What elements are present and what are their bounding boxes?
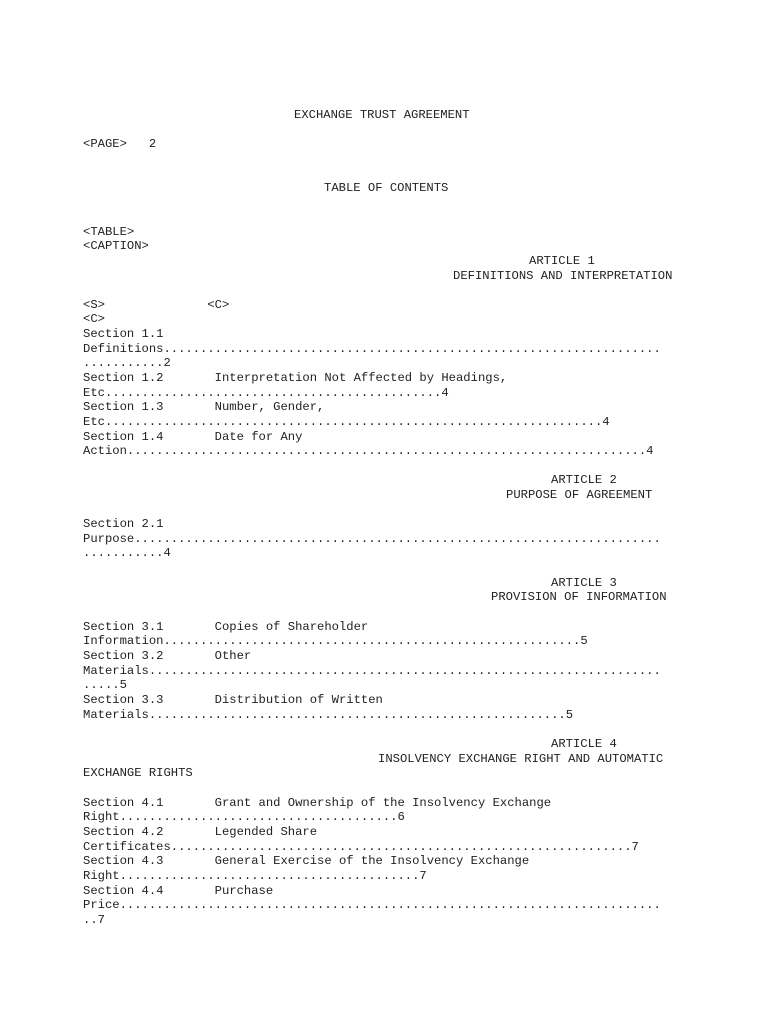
toc-line: Information.........................................................5 [83, 634, 588, 648]
table-tag: <TABLE> [83, 225, 135, 239]
toc-line: Right......................................6 [83, 810, 405, 824]
toc-line: Section 1.3 Number, Gender, [83, 400, 325, 414]
toc-line: Price.......................................................................... [83, 898, 661, 912]
toc-line: Materials...................................................................... [83, 664, 661, 678]
article-1-number: ARTICLE 1 [529, 254, 595, 268]
toc-line: Definitions.................................................................... [83, 342, 661, 356]
column-tag-c: <C> [83, 312, 105, 326]
article-4-title-continued: EXCHANGE RIGHTS [83, 766, 193, 780]
column-tags-s-c: <S> <C> [83, 298, 230, 312]
toc-line: Materials.........................................................5 [83, 708, 574, 722]
article-4-number: ARTICLE 4 [551, 737, 617, 751]
toc-line: Section 3.1 Copies of Shareholder [83, 620, 369, 634]
article-2-number: ARTICLE 2 [551, 473, 617, 487]
page-tag: <PAGE> 2 [83, 137, 157, 151]
toc-line: Section 1.2 Interpretation Not Affected by Headings, [83, 371, 508, 385]
toc-line: Right.........................................7 [83, 869, 427, 883]
toc-line: Section 4.1 Grant and Ownership of the Insolvency Exchange [83, 796, 552, 810]
toc-line: ..7 [83, 913, 105, 927]
document-title: EXCHANGE TRUST AGREEMENT [294, 108, 470, 122]
toc-line: Section 1.4 Date for Any [83, 430, 303, 444]
toc-line: ...........2 [83, 356, 171, 370]
caption-tag: <CAPTION> [83, 239, 149, 253]
article-2-title: PURPOSE OF AGREEMENT [506, 488, 653, 502]
article-1-title: DEFINITIONS AND INTERPRETATION [453, 269, 673, 283]
toc-line: Section 4.2 Legended Share [83, 825, 318, 839]
toc-line: Purpose........................................................................ [83, 532, 661, 546]
toc-line: Section 3.2 Other [83, 649, 252, 663]
toc-line: Section 3.3 Distribution of Written [83, 693, 383, 707]
toc-line: Section 2.1 [83, 517, 164, 531]
toc-line: ...........4 [83, 546, 171, 560]
article-4-title: INSOLVENCY EXCHANGE RIGHT AND AUTOMATIC [378, 752, 664, 766]
toc-line: Etc....................................................................4 [83, 415, 610, 429]
toc-line: Action.......................................................................4 [83, 444, 654, 458]
toc-line: Certificates...............................................................7 [83, 840, 639, 854]
toc-title: TABLE OF CONTENTS [324, 181, 449, 195]
toc-line: Section 4.3 General Exercise of the Insolvency Exchange [83, 854, 530, 868]
toc-line: Section 1.1 [83, 327, 164, 341]
toc-line: .....5 [83, 678, 127, 692]
toc-line: Section 4.4 Purchase [83, 884, 274, 898]
article-3-number: ARTICLE 3 [551, 576, 617, 590]
article-3-title: PROVISION OF INFORMATION [491, 590, 667, 604]
toc-line: Etc..............................................4 [83, 386, 449, 400]
